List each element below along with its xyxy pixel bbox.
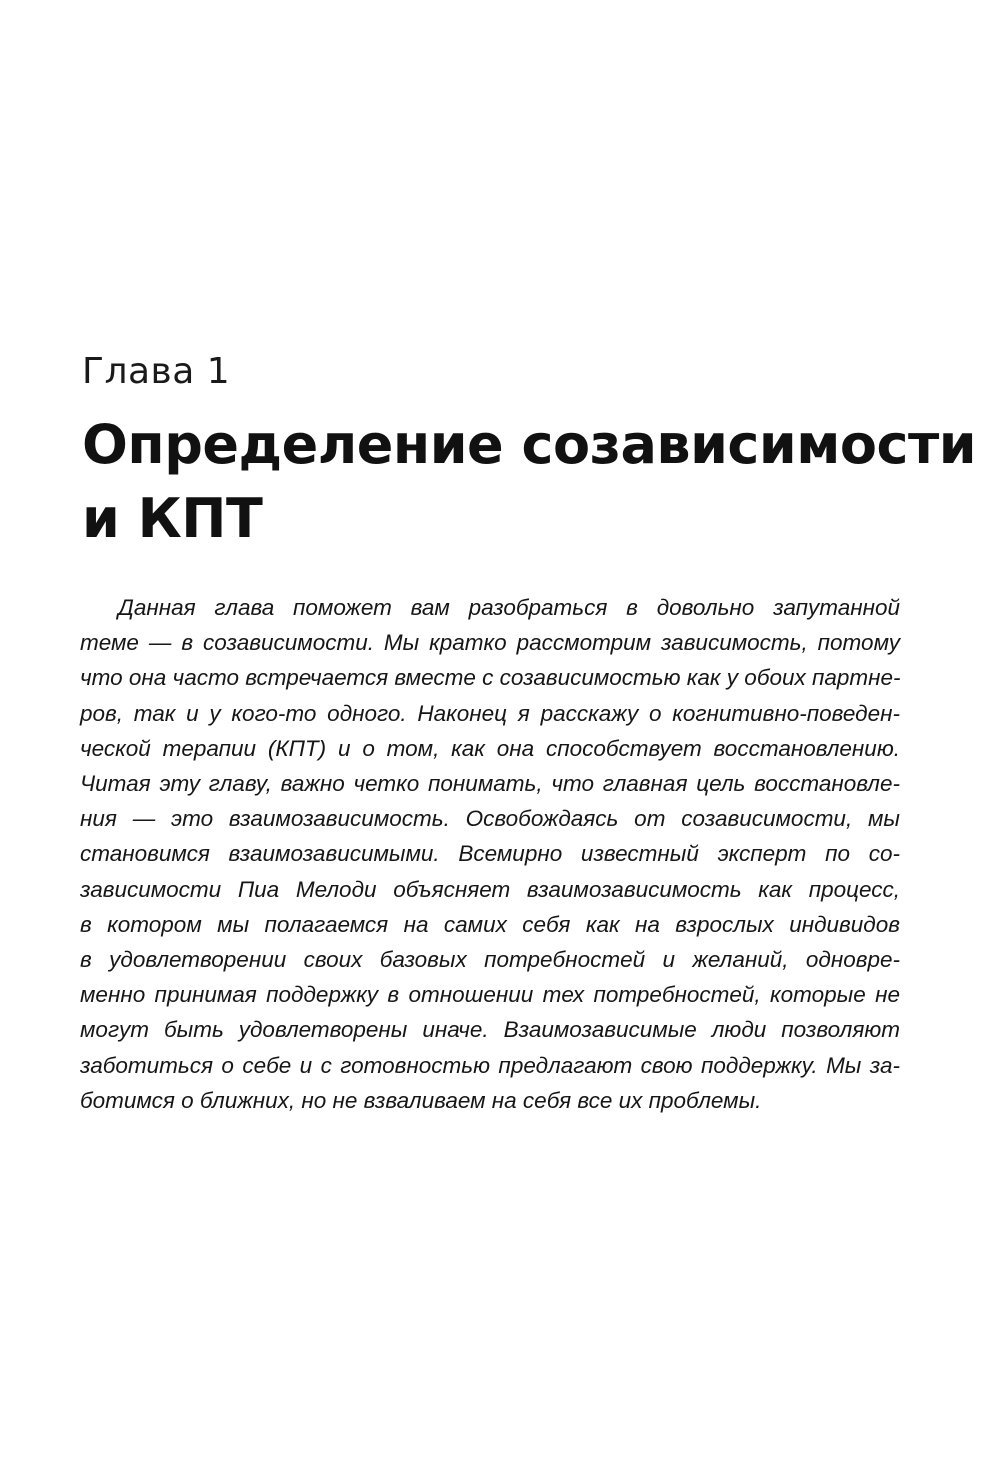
chapter-title [82, 408, 977, 556]
paragraph-line: ческой терапии (КПТ) и о том, как она способствует восстановлению. [80, 735, 900, 761]
chapter-label: Глава 1 [82, 351, 231, 392]
paragraph-line: заботиться о себе и с готовностью предлагают свою поддержку. Мы за- [80, 1052, 900, 1078]
paragraph-line: в котором мы полагаемся на самих себя как на взрослых индивидов [80, 911, 900, 937]
paragraph-line: ботимся о ближних, но не взваливаем на себя все их проблемы. [80, 1087, 762, 1113]
paragraph-line: что она часто встречается вместе с созависимостью как у обоих партне- [80, 665, 901, 691]
paragraph-line: зависимости Пиа Мелоди объясняет взаимозависимость как процесс, [80, 876, 900, 902]
paragraph-line: Данная глава поможет вам разобраться в довольно запутанной [118, 595, 900, 620]
paragraph-line: Читая эту главу, важно четко понимать, что главная цель восстановле- [80, 771, 900, 797]
paragraph-line: могут быть удовлетворены иначе. Взаимозависимые люди позволяют [80, 1017, 900, 1043]
chapter-title-line: Определение созависимости [82, 413, 977, 476]
paragraph-line: в удовлетворении своих базовых потребностей и желаний, одновре- [80, 947, 900, 973]
paragraph-line: ния — это взаимозависимость. Освобождаясь от созависимости, мы [80, 806, 900, 832]
paragraph-line: теме — в созависимости. Мы кратко рассмотрим зависимость, потому [80, 630, 900, 656]
paragraph-line: ров, так и у кого-то одного. Наконец я расскажу о когнитивно-поведен- [80, 700, 900, 726]
chapter-intro-paragraph [80, 590, 900, 1118]
chapter-title-line: и КПТ [82, 487, 263, 550]
paragraph-line: становимся взаимозависимыми. Всемирно известный эксперт по со- [80, 841, 900, 867]
paragraph-line: менно принимая поддержку в отношении тех потребностей, которые не [80, 982, 900, 1008]
